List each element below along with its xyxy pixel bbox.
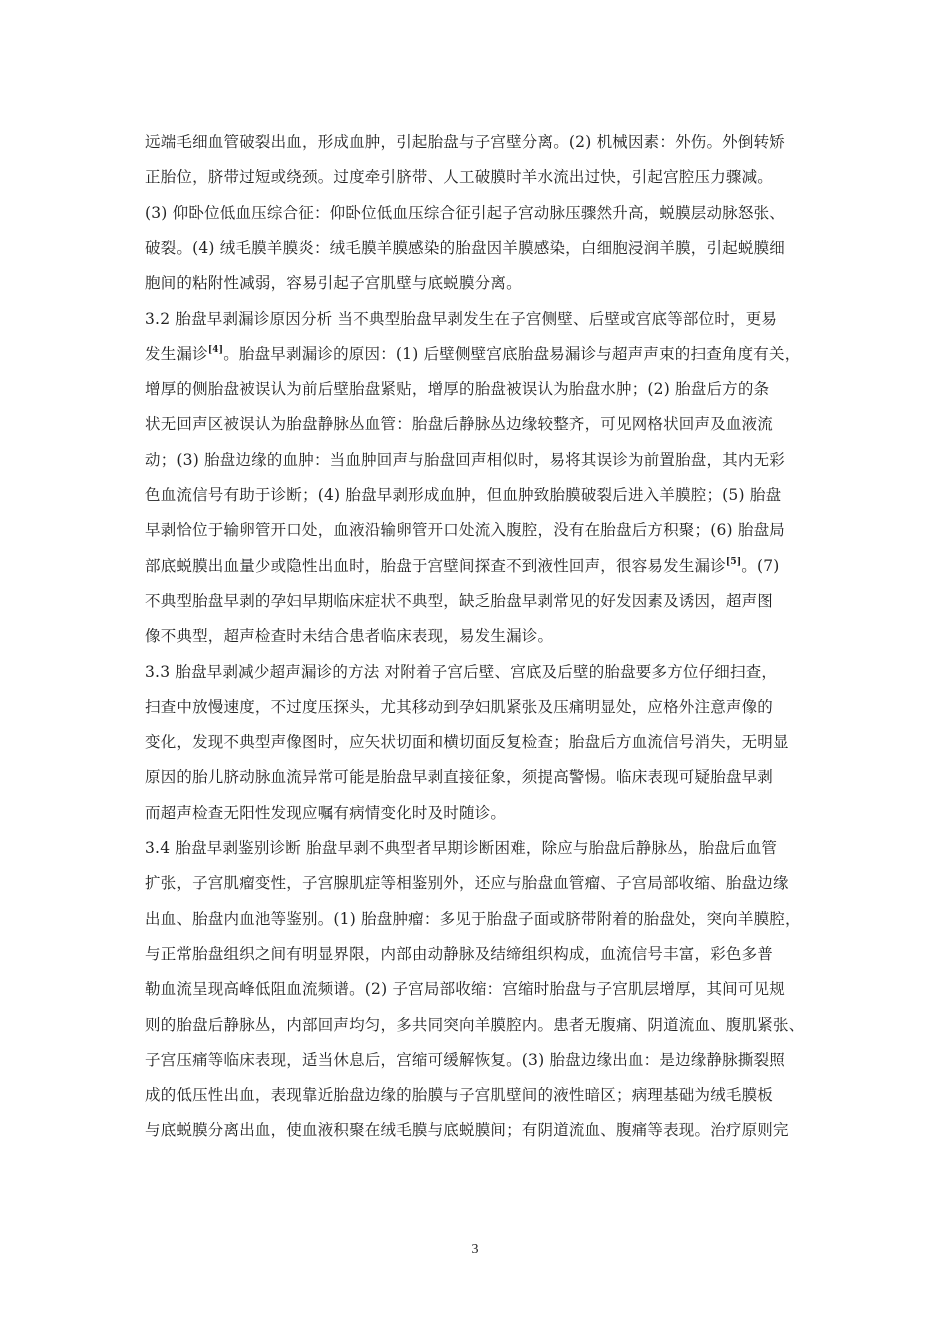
text-line: 正胎位，脐带过短或绕颈。过度牵引脐带、人工破膜时羊水流出过快，引起宫腔压力骤减。 xyxy=(145,168,774,187)
citation-ref: [5] xyxy=(725,556,742,567)
text-line: 与底蜕膜分离出血，使血液积聚在绒毛膜与底蜕膜间；有阴道流血、腹痛等表现。治疗原则完 xyxy=(145,1121,789,1140)
text-line: 子宫压痛等临床表现，适当休息后，宫缩可缓解恢复。(3) 胎盘边缘出血：是边缘静脉撕裂照 xyxy=(145,1050,785,1069)
text-line: (3) 仰卧位低血压综合征：仰卧位低血压综合征引起子宫动脉压骤然升高，蜕膜层动脉怒张、 xyxy=(145,203,785,222)
line-text: 发生漏诊 xyxy=(145,344,208,363)
text-line: 色血流信号有助于诊断；(4) 胎盘早剥形成血肿，但血肿致胎膜破裂后进入羊膜腔；(5) 胎盘 xyxy=(145,486,782,504)
text-line: 胞间的粘附性减弱，容易引起子宫肌壁与底蜕膜分离。 xyxy=(145,274,522,293)
text-line: 动；(3) 胎盘边缘的血肿：当血肿回声与胎盘回声相似时，易将其误诊为前置胎盘，其内无彩 xyxy=(145,450,785,469)
text-line: 3.4 胎盘早剥鉴别诊断 胎盘早剥不典型者早期诊断困难，除应与胎盘后静脉丛，胎盘后血管 xyxy=(145,839,778,857)
citation-ref: [4] xyxy=(207,344,224,355)
text-line: 原因的胎儿脐动脉血流异常可能是胎盘早剥直接征象，须提高警惕。临床表现可疑胎盘早剥 xyxy=(145,768,774,787)
text-line: 则的胎盘后静脉丛，内部回声均匀，多共同突向羊膜腔内。患者无腹痛、阴道流血、腹肌紧张、 xyxy=(145,1015,805,1034)
line-text: 部底蜕膜出血量少或隐性出血时，胎盘于宫壁间探查不到液性回声，很容易发生漏诊 xyxy=(145,556,726,575)
text-line: 3.2 胎盘早剥漏诊原因分析 当不典型胎盘早剥发生在子宫侧壁、后壁或宫底等部位时，更易 xyxy=(145,309,778,328)
text-line: 勒血流呈现高峰低阻血流频谱。(2) 子宫局部收缩：宫缩时胎盘与子宫肌层增厚，其间可见规 xyxy=(145,980,785,999)
line-text: 。胎盘早剥漏诊的原因：(1) 后壁侧壁宫底胎盘易漏诊与超声声束的扫查角度有关， xyxy=(223,344,801,363)
text-line: 状无回声区被误认为胎盘静脉丛血管：胎盘后静脉丛边缘较整齐，可见网格状回声及血液流 xyxy=(145,415,774,434)
text-line: 扩张，子宫肌瘤变性，子宫腺肌症等相鉴别外，还应与胎盘血管瘤、子宫局部收缩、胎盘边缘 xyxy=(145,874,789,893)
text-line: 早剥恰位于输卵管开口处，血液沿输卵管开口处流入腹腔，没有在胎盘后方积聚；(6) 胎盘局 xyxy=(145,521,785,540)
page-number: 3 xyxy=(471,1242,479,1257)
text-line xyxy=(145,344,800,364)
text-line: 成的低压性出血，表现靠近胎盘边缘的胎膜与子宫肌壁间的液性暗区；病理基础为绒毛膜板 xyxy=(145,1086,774,1105)
text-line: 像不典型，超声检查时未结合患者临床表现，易发生漏诊。 xyxy=(145,627,554,646)
text-line: 3.3 胎盘早剥减少超声漏诊的方法 对附着子宫后壁、宫底及后壁的胎盘要多方位仔细扫查， xyxy=(145,662,778,681)
text-line: 出血、胎盘内血池等鉴别。(1) 胎盘肿瘤：多见于胎盘子面或脐带附着的胎盘处，突向羊膜腔， xyxy=(145,909,801,928)
text-line xyxy=(145,556,780,576)
text-line: 破裂。(4) 绒毛膜羊膜炎：绒毛膜羊膜感染的胎盘因羊膜感染，白细胞浸润羊膜，引起蜕膜细 xyxy=(145,238,785,257)
line-text: 。(7) xyxy=(741,556,780,575)
text-line: 远端毛细血管破裂出血，形成血肿，引起胎盘与子宫壁分离。(2) 机械因素：外伤。外倒转矫 xyxy=(145,133,785,151)
text-line: 增厚的侧胎盘被误认为前后壁胎盘紧贴，增厚的胎盘被误认为胎盘水肿；(2) 胎盘后方的条 xyxy=(145,380,770,399)
text-line: 不典型胎盘早剥的孕妇早期临床症状不典型，缺乏胎盘早剥常见的好发因素及诱因，超声图 xyxy=(145,591,774,610)
text-line: 扫查中放慢速度，不过度压探头，尤其移动到孕妇肌紧张及压痛明显处，应格外注意声像的 xyxy=(145,697,774,716)
text-line: 变化，发现不典型声像图时，应矢状切面和横切面反复检查；胎盘后方血流信号消失，无明显 xyxy=(145,733,789,752)
text-line: 与正常胎盘组织之间有明显界限，内部由动静脉及结缔组织构成，血流信号丰富，彩色多普 xyxy=(145,944,774,963)
text-line: 而超声检查无阳性发现应嘱有病情变化时及时随诊。 xyxy=(145,803,507,822)
